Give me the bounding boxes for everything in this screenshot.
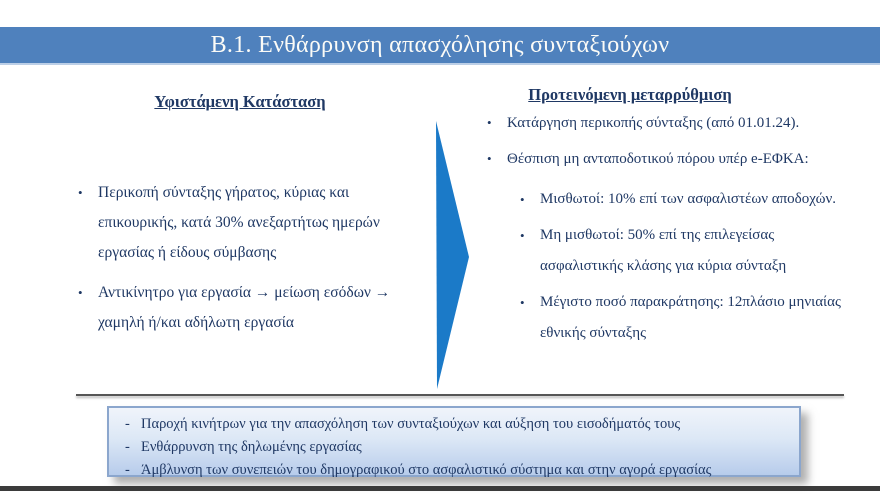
summary-box — [107, 406, 801, 477]
list-item-text: Περικοπή σύνταξης γήρατος, κύριας και επικουρικής, κατά 30% ανεξαρτήτως ημερών εργασίας ή είδους σύμβασης — [98, 184, 380, 261]
list-item — [125, 436, 791, 459]
proposed-reform-heading: Προτεινόμενη μεταρρύθμιση — [528, 85, 732, 104]
current-state-heading: Υφιστάμενη Κατάσταση — [154, 92, 326, 111]
list-item — [520, 184, 850, 215]
list-item-text: Ενθάρρυνση της δηλωμένης εργασίας — [141, 439, 362, 455]
bullet-icon: • — [78, 285, 83, 300]
bullet-icon: • — [520, 192, 525, 207]
list-item-text: Θέσπιση μη ανταποδοτικού πόρου υπέρ e-ΕΦΚΑ: — [507, 151, 809, 167]
horizontal-divider — [76, 394, 844, 396]
list-item-text: Άμβλυνση των συνεπειών του δημογραφικού στο ασφαλιστικό σύστημα και στην αγορά εργασίας — [141, 462, 712, 478]
list-item — [487, 112, 879, 134]
bullet-icon: • — [487, 115, 492, 130]
list-item — [78, 178, 426, 268]
list-item-text: Παροχή κινήτρων για την απασχόληση των συνταξιούχων και αύξηση του εισοδήματός τους — [141, 416, 681, 432]
list-item — [125, 413, 791, 436]
list-item-text: Κατάργηση περικοπής σύνταξης (από 01.01.24). — [507, 115, 800, 131]
list-item — [125, 459, 791, 482]
page-title: Β.1. Ενθάρρυνση απασχόλησης συνταξιούχων — [210, 31, 670, 58]
list-item — [520, 287, 850, 349]
proposed-reform-sublist — [520, 184, 850, 349]
current-state-list — [78, 178, 426, 348]
list-item-text: Μισθωτοί: 10% επί των ασφαλιστέων αποδοχών. — [540, 191, 836, 207]
list-item — [520, 220, 850, 282]
list-item-text: Μη μισθωτοί: 50% επί της επιλεγείσας ασφαλιστικής κλάσης για κύρια σύνταξη — [540, 227, 787, 274]
dash-icon: - — [125, 439, 130, 455]
dash-icon: - — [125, 416, 130, 432]
bullet-icon: • — [520, 228, 525, 243]
proposed-reform-list — [487, 112, 879, 354]
list-item-text: Αντικίνητρο για εργασία → μείωση εσόδων → χαμηλή ή/και αδήλωτη εργασία — [98, 284, 391, 331]
list-item-text: Μέγιστο ποσό παρακράτησης: 12πλάσιο μηνιαίας εθνικής σύνταξης — [540, 294, 841, 341]
header-bar — [0, 27, 880, 65]
bullet-icon: • — [487, 151, 492, 166]
bullet-icon: • — [520, 295, 525, 310]
list-item — [78, 278, 426, 338]
dash-icon: - — [125, 462, 130, 478]
footer-bar — [0, 486, 880, 491]
list-item — [487, 148, 879, 170]
bullet-icon: • — [78, 185, 83, 200]
